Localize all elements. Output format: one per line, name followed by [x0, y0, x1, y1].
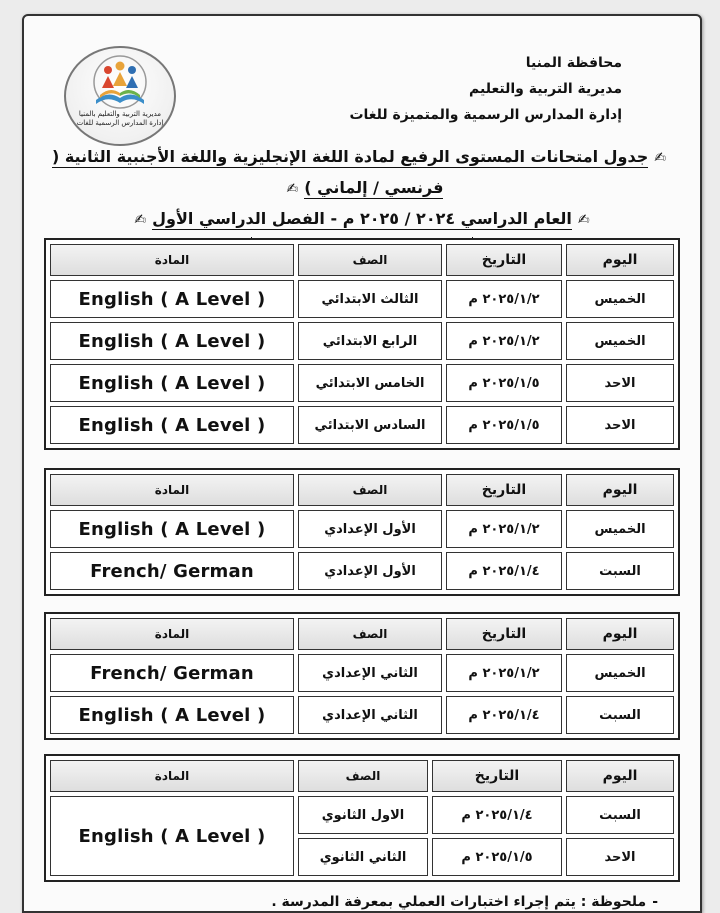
academic-year-title: العام الدراسي ٢٠٢٤ / ٢٠٢٥ م - الفصل الدراسي الأول	[152, 209, 572, 228]
col-header-subject: المادة	[50, 760, 294, 792]
cell-grade: الأول الإعدادي	[298, 510, 442, 548]
schedule-table-prep-1	[44, 468, 680, 596]
table-row	[50, 364, 674, 402]
cell-date: ٢٠٢٥/١/٢ م	[446, 280, 562, 318]
exam-schedule-document	[22, 14, 702, 913]
cell-subject: English ( A Level )	[50, 364, 294, 402]
schedule-table-secondary	[44, 754, 680, 882]
cell-day: السبت	[566, 552, 674, 590]
cell-subject: French/ German	[50, 654, 294, 692]
table-row	[50, 406, 674, 444]
col-header-day: اليوم	[566, 760, 674, 792]
cell-day: الخميس	[566, 280, 674, 318]
cell-grade: الثاني الإعدادي	[298, 696, 442, 734]
col-header-subject: المادة	[50, 618, 294, 650]
table-header-row	[50, 618, 674, 650]
logo-text-line: مديرية التربية والتعليم بالمنيا	[78, 110, 162, 118]
cell-grade: الثالث الابتدائي	[298, 280, 442, 318]
table-header-row	[50, 244, 674, 276]
col-header-day: اليوم	[566, 474, 674, 506]
cell-grade: السادس الابتدائي	[298, 406, 442, 444]
note-dash: -	[652, 894, 658, 910]
col-header-grade: الصف	[298, 760, 428, 792]
table-header-row	[50, 474, 674, 506]
cell-date: ٢٠٢٥/١/٤ م	[446, 552, 562, 590]
cell-date: ٢٠٢٥/١/٥ م	[446, 406, 562, 444]
cell-subject: English ( A Level )	[50, 280, 294, 318]
col-header-day: اليوم	[566, 244, 674, 276]
cell-date: ٢٠٢٥/١/٤ م	[432, 796, 562, 834]
footnote	[271, 894, 658, 910]
cell-subject: French/ German	[50, 552, 294, 590]
table-row	[50, 280, 674, 318]
table-row	[50, 552, 674, 590]
cell-date: ٢٠٢٥/١/٢ م	[446, 322, 562, 360]
table-row	[50, 322, 674, 360]
col-header-date: التاريخ	[446, 618, 562, 650]
cell-grade: الاول الثانوي	[298, 796, 428, 834]
table-row	[50, 510, 674, 548]
governorate-line: محافظة المنيا	[525, 55, 622, 71]
col-header-subject: المادة	[50, 244, 294, 276]
col-header-grade: الصف	[298, 244, 442, 276]
cell-grade: الأول الإعدادي	[298, 552, 442, 590]
directorate-logo	[64, 46, 176, 146]
directorate-line: مديرية التربية والتعليم	[469, 81, 622, 97]
cell-day: الخميس	[566, 322, 674, 360]
cell-date: ٢٠٢٥/١/٥ م	[432, 838, 562, 876]
table-row	[50, 654, 674, 692]
col-header-date: التاريخ	[432, 760, 562, 792]
cell-subject-merged: English ( A Level )	[50, 796, 294, 876]
cell-day: الاحد	[566, 364, 674, 402]
cell-date: ٢٠٢٥/١/٢ م	[446, 654, 562, 692]
cell-subject: English ( A Level )	[50, 322, 294, 360]
main-title: جدول امتحانات المستوى الرفيع لمادة اللغة الإنجليزية واللغة الأجنبية الثانية ( فرنسي / إلماني )	[51, 147, 649, 197]
cell-subject: English ( A Level )	[50, 696, 294, 734]
pen-icon: ✍	[577, 212, 590, 228]
organization-header	[349, 50, 622, 128]
cell-day: السبت	[566, 696, 674, 734]
col-header-grade: الصف	[298, 618, 442, 650]
cell-day: الاحد	[566, 406, 674, 444]
book-people-icon	[66, 48, 174, 144]
administration-line: إدارة المدارس الرسمية والمتميزة للغات	[349, 107, 622, 123]
cell-date: ٢٠٢٥/١/٥ م	[446, 364, 562, 402]
table-row	[50, 696, 674, 734]
col-header-day: اليوم	[566, 618, 674, 650]
cell-date: ٢٠٢٥/١/٤ م	[446, 696, 562, 734]
cell-subject: English ( A Level )	[50, 406, 294, 444]
logo-text-line: إدارة المدارس الرسمية للغات	[76, 119, 164, 127]
col-header-grade: الصف	[298, 474, 442, 506]
note-text: ملحوظة : يتم إجراء اختبارات العملي بمعرفة المدرسة .	[271, 894, 647, 910]
schedule-table-primary	[44, 238, 680, 450]
col-header-date: التاريخ	[446, 244, 562, 276]
cell-date: ٢٠٢٥/١/٢ م	[446, 510, 562, 548]
cell-grade: الخامس الابتدائي	[298, 364, 442, 402]
cell-grade: الثاني الإعدادي	[298, 654, 442, 692]
cell-day: الاحد	[566, 838, 674, 876]
pen-icon: ✍	[286, 181, 299, 197]
cell-day: الخميس	[566, 654, 674, 692]
col-header-subject: المادة	[50, 474, 294, 506]
pen-icon: ✍	[134, 212, 147, 228]
col-header-date: التاريخ	[446, 474, 562, 506]
pen-icon: ✍	[654, 150, 667, 166]
table-header-row	[50, 760, 674, 792]
schedule-table-prep-2	[44, 612, 680, 740]
table-row	[50, 796, 674, 834]
cell-grade: الرابع الابتدائي	[298, 322, 442, 360]
cell-subject: English ( A Level )	[50, 510, 294, 548]
cell-day: السبت	[566, 796, 674, 834]
cell-grade: الثاني الثانوي	[298, 838, 428, 876]
cell-day: الخميس	[566, 510, 674, 548]
